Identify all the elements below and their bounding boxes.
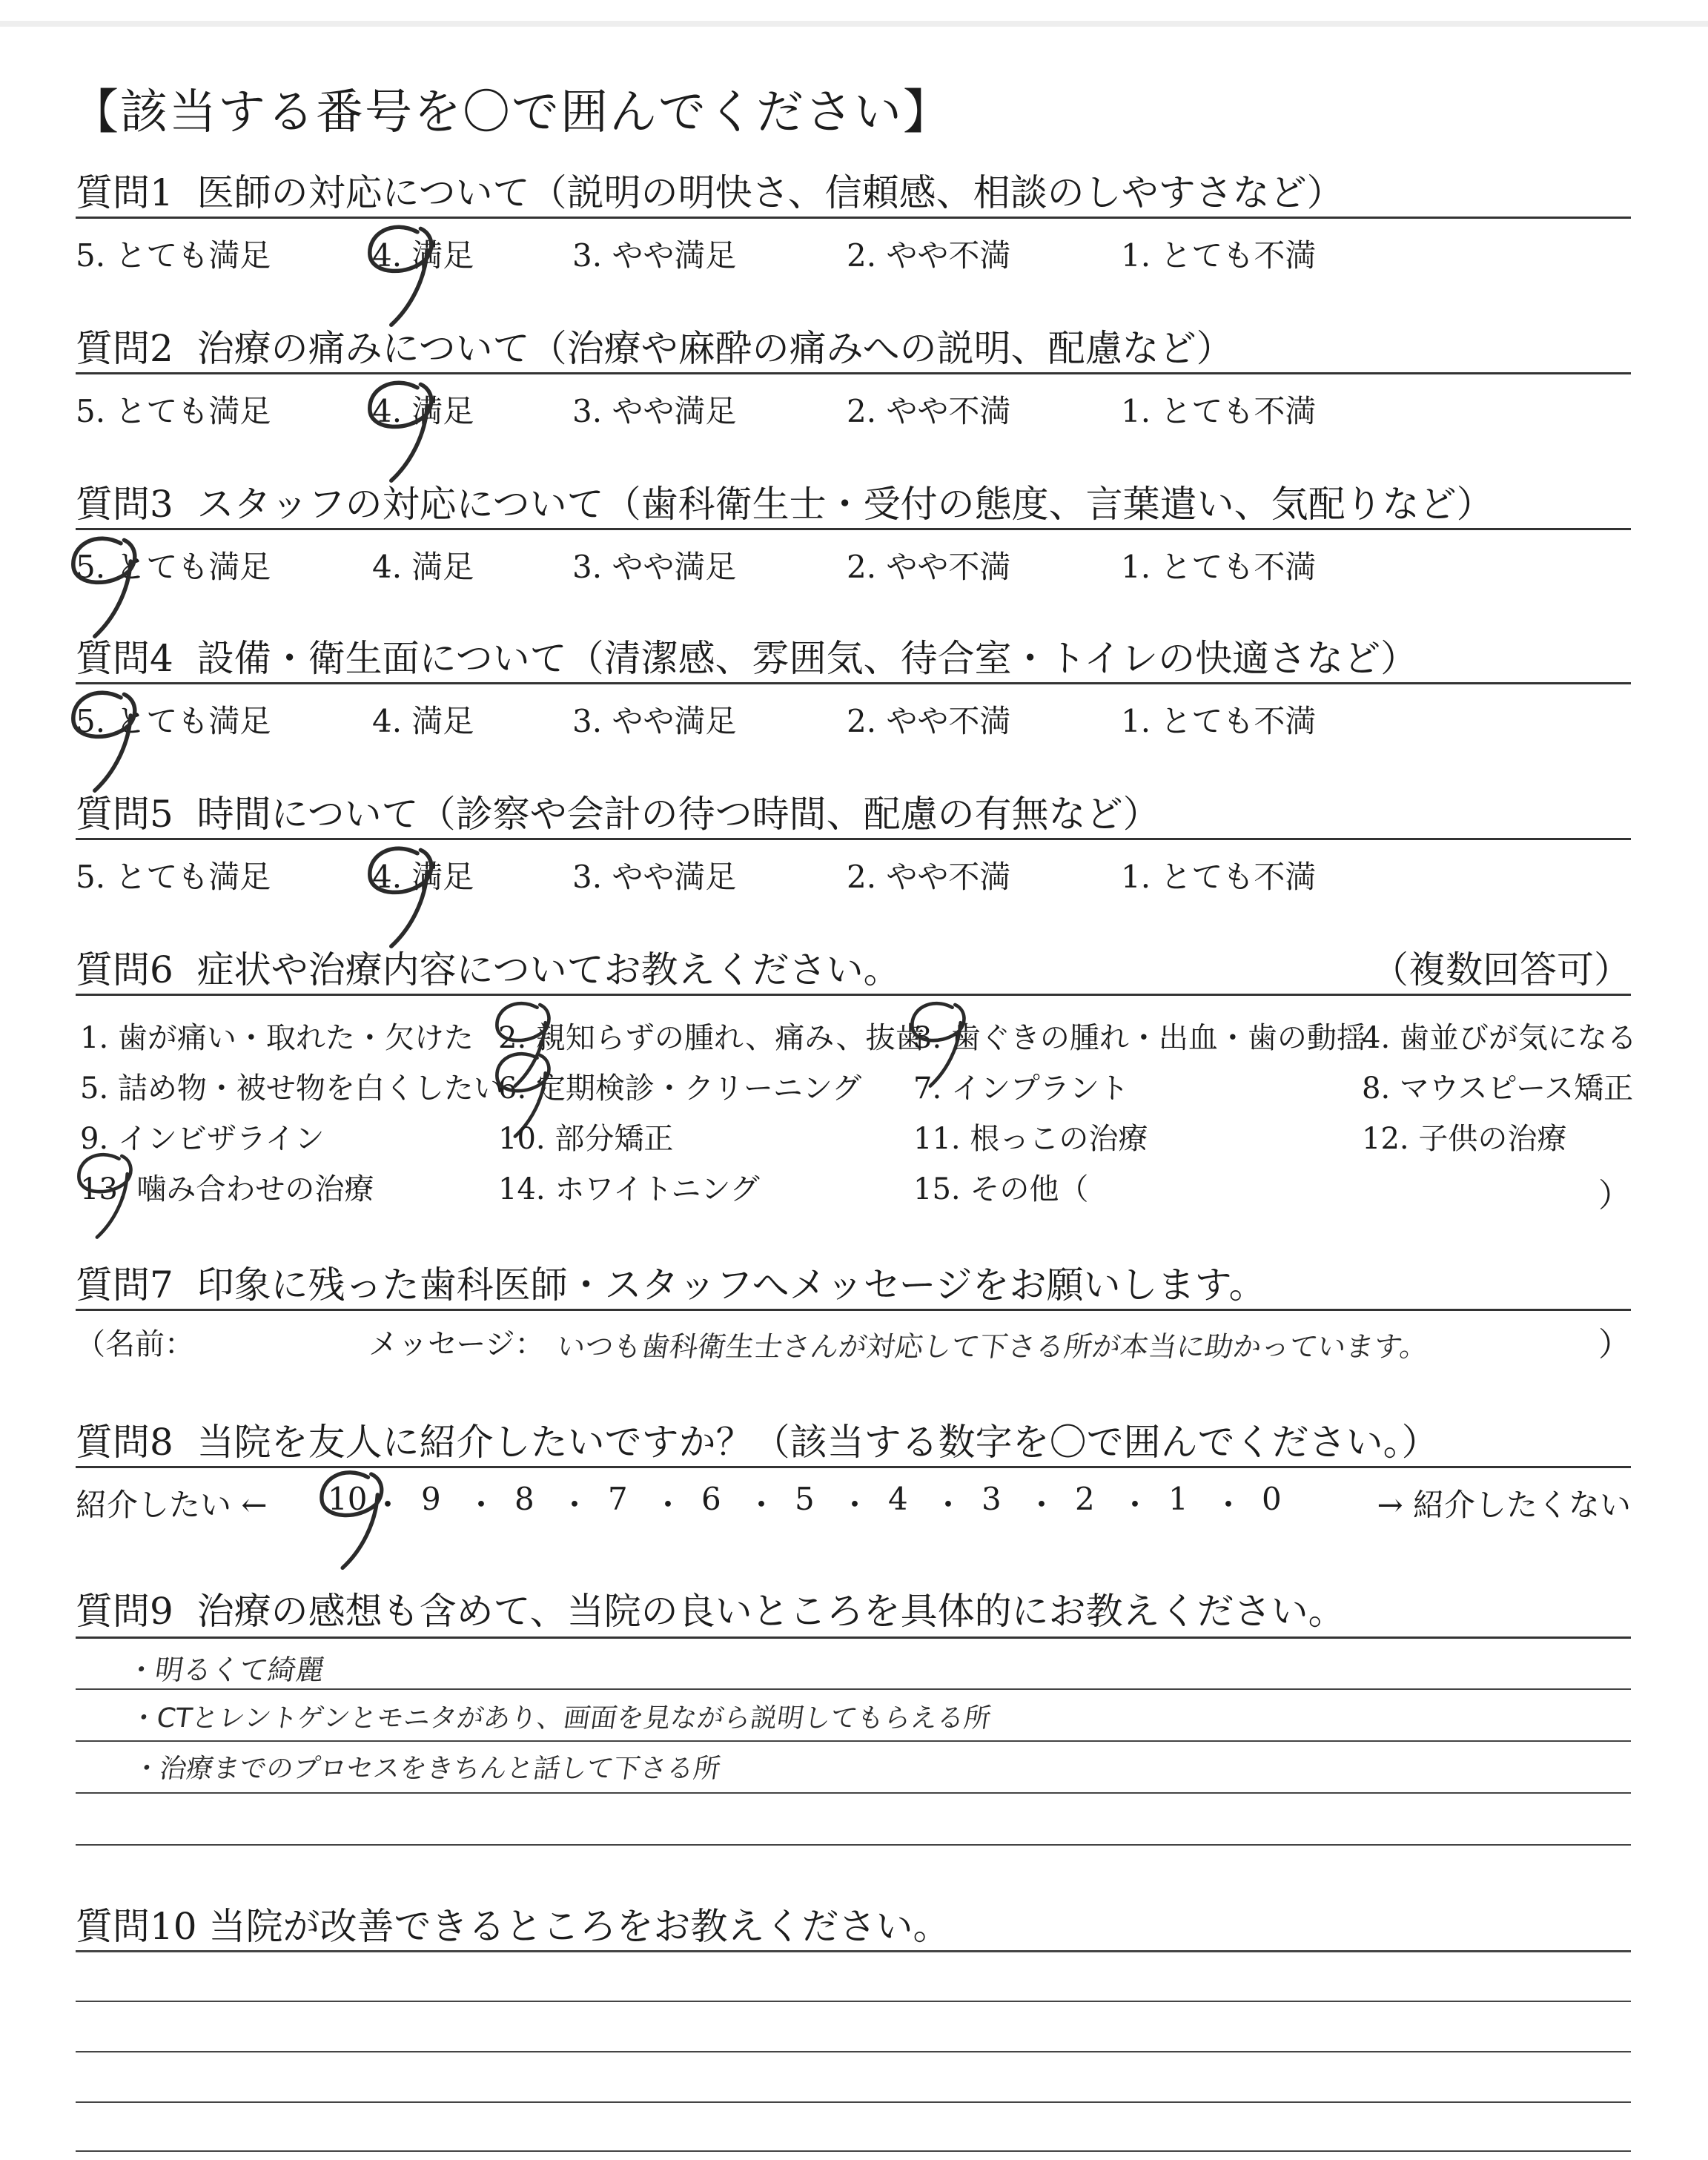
name-label: （名前：: [76, 1327, 194, 1361]
question-1: [76, 163, 1631, 323]
message-label: メッセージ：: [368, 1327, 545, 1361]
answer-line: [76, 1844, 1631, 1846]
question-7-rule: [76, 1309, 1631, 1311]
other-close-paren: ）: [1598, 1177, 1631, 1215]
question-2-title: [76, 319, 1234, 372]
question-8-text: 当院を友人に紹介したいですか？（該当する数字を〇で囲んでください。）: [196, 1421, 1439, 1464]
question-5: [76, 785, 1631, 944]
question-label: 質問1: [76, 171, 173, 214]
recommend-score[interactable]: 5: [795, 1481, 815, 1517]
question-label: 質問5: [76, 793, 173, 836]
question-9-text: 治療の感想も含めて、当院の良いところを具体的にお教えください。: [196, 1590, 1345, 1633]
handwritten-answer: ・CTとレントゲンとモニタがあり、画面を見ながら説明してもらえる所: [128, 1703, 993, 1734]
question-10-title: [76, 1897, 950, 1950]
symptom-option[interactable]: 14. ホワイトニング: [498, 1172, 760, 1206]
rating-option[interactable]: 1. とても不満: [1121, 549, 1317, 585]
message-close-paren: ）: [1598, 1326, 1631, 1364]
symptom-option[interactable]: 13. 噛み合わせの治療: [80, 1172, 374, 1206]
question-6-rule: [76, 994, 1631, 996]
symptom-option[interactable]: 3. 歯ぐきの腫れ・出血・歯の動揺: [913, 1021, 1366, 1055]
rating-option[interactable]: 3. やや満足: [572, 549, 737, 585]
rating-option[interactable]: 1. とても不満: [1121, 703, 1317, 739]
scale-separator: ・: [559, 1487, 591, 1523]
symptom-option[interactable]: 10. 部分矯正: [498, 1122, 674, 1156]
symptom-option[interactable]: 2. 親知らずの腫れ、痛み、抜歯: [498, 1021, 925, 1055]
scale-separator: ・: [933, 1487, 964, 1523]
question-9: [76, 1582, 1631, 1849]
question-3-title: [76, 475, 1494, 528]
rating-option[interactable]: 4. 満足: [372, 859, 474, 895]
rating-option[interactable]: 4. 満足: [372, 703, 474, 739]
rating-option[interactable]: 3. やや満足: [572, 237, 737, 274]
question-8-label: 質問8: [76, 1421, 173, 1464]
question-label: 質問2: [76, 327, 173, 370]
rating-option[interactable]: 5. とても満足: [76, 859, 271, 895]
rating-option[interactable]: 5. とても満足: [76, 703, 271, 739]
scale-separator: ・: [1213, 1487, 1245, 1523]
rating-option[interactable]: 3. やや満足: [572, 393, 737, 429]
question-9-label: 質問9: [76, 1590, 173, 1633]
multiple-answer-note: （複数回答可）: [1371, 948, 1631, 991]
question-3: [76, 475, 1631, 634]
answer-line: [76, 2101, 1631, 2103]
answer-line: [76, 2001, 1631, 2002]
page-title: 【該当する番号を〇で囲んでください】: [71, 85, 952, 140]
recommend-score[interactable]: 10: [328, 1481, 368, 1517]
recommend-score[interactable]: 4: [888, 1481, 908, 1517]
question-8: [76, 1413, 1631, 1546]
symptom-option[interactable]: 7. インプラント: [913, 1071, 1129, 1106]
hand-drawn-circle: [360, 215, 442, 334]
rating-option[interactable]: 4. 満足: [372, 393, 474, 429]
question-10-label: 質問10: [76, 1905, 197, 1948]
recommend-score[interactable]: 9: [421, 1481, 441, 1517]
symptom-option[interactable]: 15. その他（: [913, 1172, 1089, 1206]
handwritten-answer: ・治療までのプロセスをきちんと話して下さる所: [130, 1754, 723, 1784]
question-4-title: [76, 629, 1417, 682]
rating-option[interactable]: 5. とても満足: [76, 237, 271, 274]
answer-line: [76, 1688, 1631, 1690]
rating-option[interactable]: 2. やや不満: [847, 859, 1011, 895]
rating-option[interactable]: 4. 満足: [372, 237, 474, 274]
question-rule: [76, 372, 1631, 374]
message-value: いつも歯科衛生士さんが対応して下さる所が本当に助かっています。: [555, 1330, 1431, 1363]
symptom-option[interactable]: 1. 歯が痛い・取れた・欠けた: [80, 1021, 474, 1055]
rating-option[interactable]: 3. やや満足: [572, 859, 737, 895]
hand-drawn-circle: [360, 371, 442, 489]
rating-option[interactable]: 3. やや満足: [572, 703, 737, 739]
hand-drawn-circle: [64, 526, 145, 645]
question-text: 医師の対応について（説明の明快さ、信頼感、相談のしやすさなど）: [196, 171, 1344, 214]
symptom-option[interactable]: 8. マウスピース矯正: [1362, 1071, 1634, 1106]
answer-line: [76, 1792, 1631, 1794]
question-6-label: 質問6: [76, 948, 173, 991]
scale-separator: ・: [839, 1487, 871, 1523]
question-9-rule: [76, 1636, 1631, 1639]
rating-option[interactable]: 4. 満足: [372, 549, 474, 585]
question-text: スタッフの対応について（歯科衛生士・受付の態度、言葉遣い、気配りなど）: [196, 483, 1494, 526]
top-edge: [0, 21, 1708, 27]
question-10-text: 当院が改善できるところをお教えください。: [208, 1905, 950, 1948]
symptom-option[interactable]: 9. インビザライン: [80, 1122, 325, 1156]
question-4: [76, 629, 1631, 788]
recommend-score[interactable]: 0: [1262, 1481, 1282, 1517]
rating-option[interactable]: 2. やや不満: [847, 549, 1011, 585]
question-label: 質問4: [76, 637, 173, 680]
question-text: 時間について（診察や会計の待つ時間、配慮の有無など）: [196, 793, 1160, 836]
scale-separator: ・: [1119, 1487, 1151, 1523]
recommend-score[interactable]: 7: [608, 1481, 628, 1517]
rating-option[interactable]: 5. とても満足: [76, 393, 271, 429]
symptom-option[interactable]: 6. 定期検診・クリーニング: [498, 1071, 862, 1106]
scale-separator: ・: [372, 1487, 404, 1523]
scale-separator: ・: [1026, 1487, 1058, 1523]
hand-drawn-circle: [360, 836, 442, 955]
question-2: [76, 319, 1631, 478]
rating-option[interactable]: 1. とても不満: [1121, 393, 1317, 429]
question-1-title: [76, 163, 1344, 217]
recommend-score[interactable]: 6: [701, 1481, 721, 1517]
hand-drawn-circle: [64, 681, 145, 799]
question-6: [76, 940, 1637, 1222]
recommend-score[interactable]: 2: [1075, 1481, 1095, 1517]
question-text: 治療の痛みについて（治療や麻酔の痛みへの説明、配慮など）: [196, 327, 1234, 370]
answer-line: [76, 2150, 1631, 2152]
answer-line: [76, 1740, 1631, 1742]
scale-separator: ・: [746, 1487, 778, 1523]
recommend-score[interactable]: 3: [982, 1481, 1002, 1517]
recommend-score[interactable]: 1: [1168, 1481, 1188, 1517]
rating-option[interactable]: 5. とても満足: [76, 549, 271, 585]
symptom-option[interactable]: 5. 詰め物・被せ物を白くしたい: [80, 1071, 503, 1106]
rating-option[interactable]: 2. やや不満: [847, 393, 1011, 429]
question-10: [76, 1897, 1631, 2119]
question-rule: [76, 838, 1631, 840]
symptom-option[interactable]: 4. 歯並びが気になる: [1362, 1021, 1637, 1055]
rating-option[interactable]: 2. やや不満: [847, 237, 1011, 274]
recommend-score[interactable]: 8: [514, 1481, 534, 1517]
rating-option[interactable]: 1. とても不満: [1121, 237, 1317, 274]
scale-left-label: 紹介したい ←: [76, 1487, 268, 1523]
scale-right-label: → 紹介したくない: [1377, 1487, 1631, 1523]
question-rule: [76, 528, 1631, 530]
question-rule: [76, 682, 1631, 684]
question-5-title: [76, 785, 1160, 838]
rating-option[interactable]: 1. とても不満: [1121, 859, 1317, 895]
answer-line: [76, 2051, 1631, 2052]
hand-drawn-circle: [311, 1463, 393, 1574]
question-7: [76, 1255, 1631, 1374]
symptom-option[interactable]: 12. 子供の治療: [1362, 1122, 1567, 1156]
symptom-option[interactable]: 11. 根っこの治療: [913, 1122, 1148, 1156]
answer-line: [76, 1950, 1631, 1952]
scale-separator: ・: [466, 1487, 497, 1523]
question-6-text: 症状や治療内容についてお教えください。: [196, 948, 901, 991]
handwritten-answer: ・明るくて綺麗: [125, 1654, 327, 1686]
question-text: 設備・衛生面について（清潔感、雰囲気、待合室・トイレの快適さなど）: [196, 637, 1418, 680]
question-6-title: [76, 940, 901, 994]
scale-separator: ・: [652, 1487, 684, 1523]
question-7-label: 質問7: [76, 1264, 173, 1307]
question-label: 質問3: [76, 483, 173, 526]
question-rule: [76, 217, 1631, 219]
hand-drawn-circle: [68, 1146, 142, 1243]
question-7-text: 印象に残った歯科医師・スタッフへメッセージをお願いします。: [196, 1264, 1266, 1307]
question-8-rule: [76, 1466, 1631, 1468]
question-9-title: [76, 1582, 1345, 1635]
question-7-title: [76, 1255, 1266, 1309]
question-8-title: [76, 1413, 1439, 1466]
rating-option[interactable]: 2. やや不満: [847, 703, 1011, 739]
